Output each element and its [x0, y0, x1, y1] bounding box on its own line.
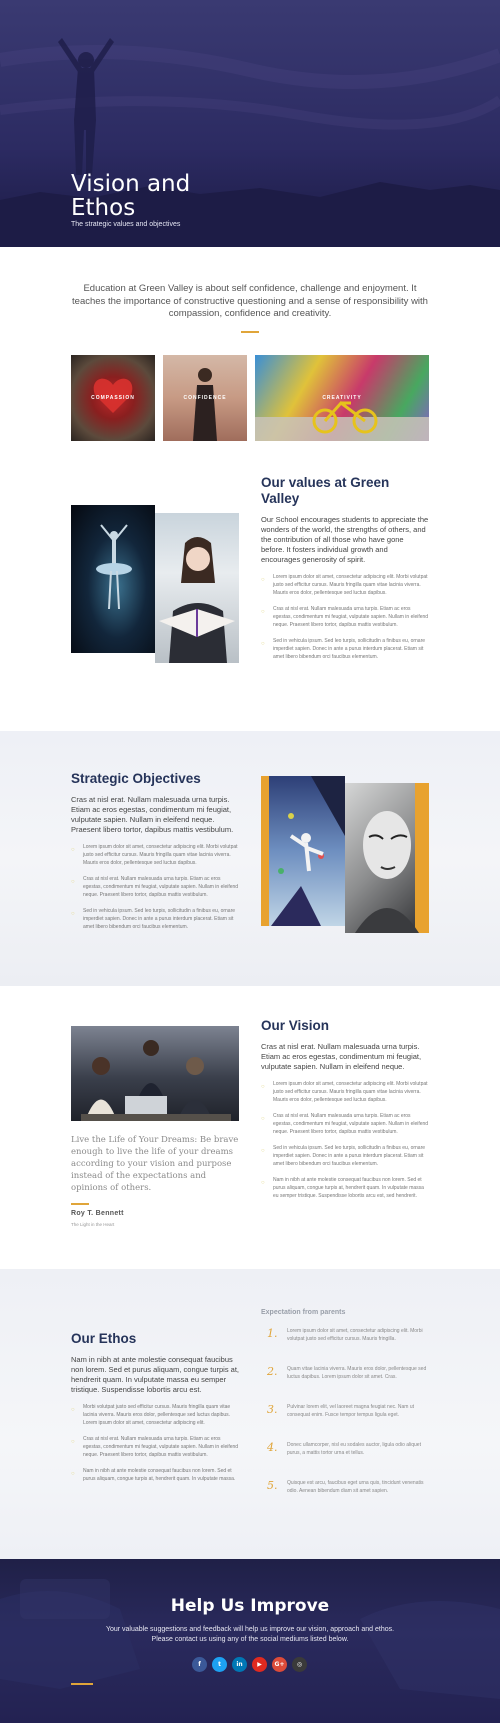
- expectation-text: Lorem ipsum dolor sit amet, consectetur adipiscing elit. Morbi volutpat justo sed efficitur cursus. Mauris fringilla.: [287, 1327, 423, 1342]
- quote-author: Roy T. Bennett: [71, 1209, 124, 1217]
- bullet-icon: ○: [71, 910, 75, 917]
- list-item: [71, 1467, 239, 1483]
- hero-banner: [0, 0, 500, 247]
- ballerina-icon: [71, 505, 155, 653]
- list-item: [261, 1176, 429, 1200]
- list-item: [261, 1112, 429, 1136]
- list-item-text: Lorem ipsum dolor sit amet, consectetur adipiscing elit. Morbi volutpat justo sed efficitur cursus. Mauris fringilla quam vitae lacinia viverra. Mauris eros dolor, pellentesque sed luctus dapibus.: [273, 1080, 428, 1103]
- footer-divider: [71, 1683, 93, 1685]
- objectives-title: Strategic Objectives: [71, 770, 201, 786]
- quote-source: The Light in the Heart: [71, 1221, 115, 1227]
- page-title: [71, 172, 271, 220]
- values-gallery: [0, 355, 500, 441]
- bullet-icon: ○: [71, 846, 75, 853]
- list-item: [71, 1435, 239, 1459]
- student-reading-image: [155, 513, 239, 663]
- bullet-icon: ○: [261, 576, 265, 583]
- objectives-text-block: [71, 771, 239, 931]
- values-section: [0, 441, 500, 731]
- list-item: [261, 605, 429, 629]
- expectation-item: [261, 1441, 429, 1463]
- expectations-title: Expectation from parents: [261, 1308, 346, 1316]
- expectation-number: 5.: [267, 1478, 278, 1492]
- expectation-number: 2.: [267, 1364, 278, 1378]
- intro-section: [0, 247, 500, 441]
- bullet-icon: ○: [71, 878, 75, 885]
- instagram-icon[interactable]: ◎: [292, 1657, 307, 1672]
- sculpture-face-image: [345, 783, 429, 933]
- bullet-icon: ○: [71, 1470, 75, 1477]
- list-item-text: Nam in nibh at ante molestie consequat faucibus non lorem. Sed et purus aliquam, congue turpis at, hendrerit quam. In vulputate massa eu semper tristique. Suspendisse lobortis arcu est, sed hendrerit.: [273, 1176, 424, 1199]
- facebook-icon[interactable]: f: [192, 1657, 207, 1672]
- list-item-text: Cras at nisl erat. Nullam malesuada urna turpis. Etiam ac eros egestas, condimentum mi feugiat, vulputate sapien. Nullam in eleifend neque. Praesent libero tortor, dapibus mattis vestibulum.: [83, 1435, 239, 1458]
- expectations-block: [261, 1309, 429, 1501]
- list-item: [71, 1403, 239, 1427]
- vision-section: [0, 986, 500, 1269]
- page-title-line1: Vision and: [71, 171, 191, 197]
- expectation-text: Quam vitae lacinia viverra. Mauris eros dolor, pellentesque sed luctus dapibus. Lorem ipsum dolor sit amet. Cras.: [287, 1365, 427, 1380]
- list-item-text: Cras at nisl erat. Nullam malesuada urna turpis. Etiam ac eros egestas, condimentum mi feugiat, vulputate sapien. Nullam in eleifend neque. Praesent libero tortor, dapibus mattis vestibulum.: [83, 875, 239, 898]
- expectation-text: Pulvinar lorem elit, vel laoreet magna feugiat nec. Nam ut consequat enim. Fusce tempor tempus ligula eget.: [287, 1403, 415, 1418]
- list-item-text: Nam in nibh at ante molestie consequat faucibus non lorem. Sed et purus aliquam, congue turpis at, hendrerit quam. In vulputate massa.: [83, 1467, 236, 1482]
- expectation-item: [261, 1403, 429, 1425]
- list-item-text: Lorem ipsum dolor sit amet, consectetur adipiscing elit. Morbi volutpat justo sed efficitur cursus. Mauris fringilla quam vitae lacinia viverra. Mauris eros dolor, pellentesque sed luctus dapibus.: [83, 843, 238, 866]
- gallery-label-creativity: CREATIVITY: [322, 394, 362, 401]
- values-text-block: [261, 475, 429, 661]
- meeting-image: [71, 1026, 239, 1121]
- youtube-icon[interactable]: ▶: [252, 1657, 267, 1672]
- google-plus-icon[interactable]: G+: [272, 1657, 287, 1672]
- meeting-icon: [71, 1026, 239, 1121]
- twitter-icon[interactable]: t: [212, 1657, 227, 1672]
- gallery-label-compassion: COMPASSION: [91, 394, 135, 401]
- list-item: [261, 1144, 429, 1168]
- bullet-icon: ○: [71, 1438, 75, 1445]
- gallery-tile-creativity[interactable]: [255, 355, 429, 441]
- vision-title: Our Vision: [261, 1017, 330, 1033]
- list-item: [71, 843, 239, 867]
- list-item-text: Cras at nisl erat. Nullam malesuada urna turpis. Etiam ac eros egestas, condimentum mi feugiat, vulputate sapien. Nullam in eleifend neque. Praesent libero tortor, dapibus mattis vestibulum.: [273, 1112, 429, 1135]
- expectation-number: 4.: [267, 1440, 278, 1454]
- divider: [241, 331, 259, 333]
- page-subtitle: The strategic values and objectives: [71, 221, 181, 228]
- values-title: Our values at Green Valley: [261, 474, 390, 506]
- gallery-label-confidence: CONFIDENCE: [183, 394, 227, 401]
- vision-text-block: [261, 1018, 429, 1200]
- list-item: [71, 907, 239, 931]
- bullet-icon: ○: [71, 1406, 75, 1413]
- expectation-text: Quisque est arcu, faucibus eget urna quis, tincidunt venenatis odio. Aenean bibendum diam sit amet sapien.: [287, 1479, 424, 1494]
- ballerina-image: [71, 505, 155, 653]
- ethos-text-block: [71, 1331, 239, 1483]
- intro-text: Education at Green Valley is about self confidence, challenge and enjoyment. It teaches the importance of constructive questioning and a sense of responsibility with compassion, confidence and creativity.: [72, 283, 428, 319]
- values-lead: Our School encourages students to appreciate the wonders of the world, the strengths of others, and the contribution of all those who have gone before. It fosters individual growth and encourages generosity of spirit.: [261, 514, 429, 564]
- expectation-item: [261, 1365, 429, 1387]
- bullet-icon: ○: [261, 1083, 265, 1090]
- list-item-text: Morbi volutpat justo sed efficitur cursus. Mauris fringilla quam vitae lacinia viverra. Mauris eros dolor, pellentesque sed luctus dapibus. Lorem ipsum dolor sit amet, consectetur adipiscing elit.: [83, 1403, 231, 1426]
- bullet-icon: ○: [261, 640, 265, 647]
- help-subtitle-line1: Your valuable suggestions and feedback will help us improve our vision, approach and ethos.: [105, 1625, 395, 1633]
- bullet-icon: ○: [261, 1115, 265, 1122]
- help-subtitle-line2: Please contact us using any of the social mediums listed below.: [151, 1635, 349, 1643]
- list-item-text: Cras at nisl erat. Nullam malesuada urna turpis. Etiam ac eros egestas, condimentum mi feugiat, vulputate sapien. Nullam in eleifend neque. Praesent libero tortor, dapibus mattis vestibulum.: [273, 605, 429, 628]
- expectation-item: [261, 1479, 429, 1501]
- list-item-text: Sed in vehicula ipsum. Sed leo turpis, sollicitudin a finibus eu, ornare imperdiet sapien. Donec in ante a purus interdum placerat. Etiam sit amet libero bibendum orci faucibus elementum.: [273, 1144, 426, 1167]
- bullet-icon: ○: [261, 1179, 265, 1186]
- list-item: [261, 637, 429, 661]
- list-item: [71, 875, 239, 899]
- help-title: Help Us Improve: [170, 1595, 330, 1616]
- climber-icon: [261, 776, 345, 926]
- page-title-line2: Ethos: [71, 195, 136, 221]
- expectation-item: [261, 1327, 429, 1349]
- expectation-number: 1.: [267, 1326, 278, 1340]
- social-links: [192, 1657, 312, 1672]
- gallery-tile-confidence[interactable]: [163, 355, 247, 441]
- face-icon: [345, 783, 429, 933]
- objectives-section: [0, 731, 500, 986]
- list-item-text: Lorem ipsum dolor sit amet, consectetur adipiscing elit. Morbi volutpat justo sed efficitur cursus. Mauris fringilla quam vitae lacinia viverra. Mauris eros dolor, pellentesque sed luctus dapibus.: [273, 573, 428, 596]
- objectives-lead: Cras at nisl erat. Nullam malesuada urna turpis. Etiam ac eros egestas, condimentum mi feugiat, vulputate sapien. Nullam in eleifend neque. Praesent libero tortor, dapibus mattis vestibulum.: [71, 794, 234, 834]
- quote-divider: [71, 1203, 89, 1205]
- gallery-tile-compassion[interactable]: [71, 355, 155, 441]
- list-item: [261, 573, 429, 597]
- bullet-icon: ○: [261, 1147, 265, 1154]
- list-item-text: Sed in vehicula ipsum. Sed leo turpis, sollicitudin a finibus eu, ornare imperdiet sapien. Donec in ante a purus interdum placerat. Etiam sit amet libero bibendum orci faucibus elementum.: [83, 907, 236, 930]
- help-subtitle: [0, 1625, 500, 1645]
- help-us-improve-section: [0, 1559, 500, 1723]
- bullet-icon: ○: [261, 608, 265, 615]
- list-item: [261, 1080, 429, 1104]
- ethos-title: Our Ethos: [71, 1330, 137, 1346]
- quote-text: Live the Life of Your Dreams: Be brave enough to live the life of your dreams according to your vision and purpose instead of the expectations and opinions of others.: [71, 1134, 239, 1193]
- student-icon: [155, 513, 239, 663]
- list-item-text: Sed in vehicula ipsum. Sed leo turpis, sollicitudin a finibus eu, ornare imperdiet sapien. Donec in ante a purus interdum placerat. Etiam sit amet libero bibendum orci faucibus elementum.: [273, 637, 426, 660]
- linkedin-icon[interactable]: in: [232, 1657, 247, 1672]
- expectation-number: 3.: [267, 1402, 278, 1416]
- expectation-text: Donec ullamcorper, nisl eu sodales auctor, ligula odio aliquet purus, a mattis tortor urna et tellus.: [287, 1441, 421, 1456]
- vision-lead: Cras at nisl erat. Nullam malesuada urna turpis. Etiam ac eros egestas, condimentum mi feugiat, vulputate sapien. Nullam in eleifend neque.: [261, 1041, 422, 1071]
- climbing-wall-image: [261, 776, 345, 926]
- ethos-section: [0, 1269, 500, 1559]
- ethos-lead: Nam in nibh at ante molestie consequat faucibus non lorem. Sed et purus aliquam, congue turpis at, hendrerit quam. In vulputate massa eu semper tristique. Suspendisse lobortis arcu est.: [71, 1354, 240, 1394]
